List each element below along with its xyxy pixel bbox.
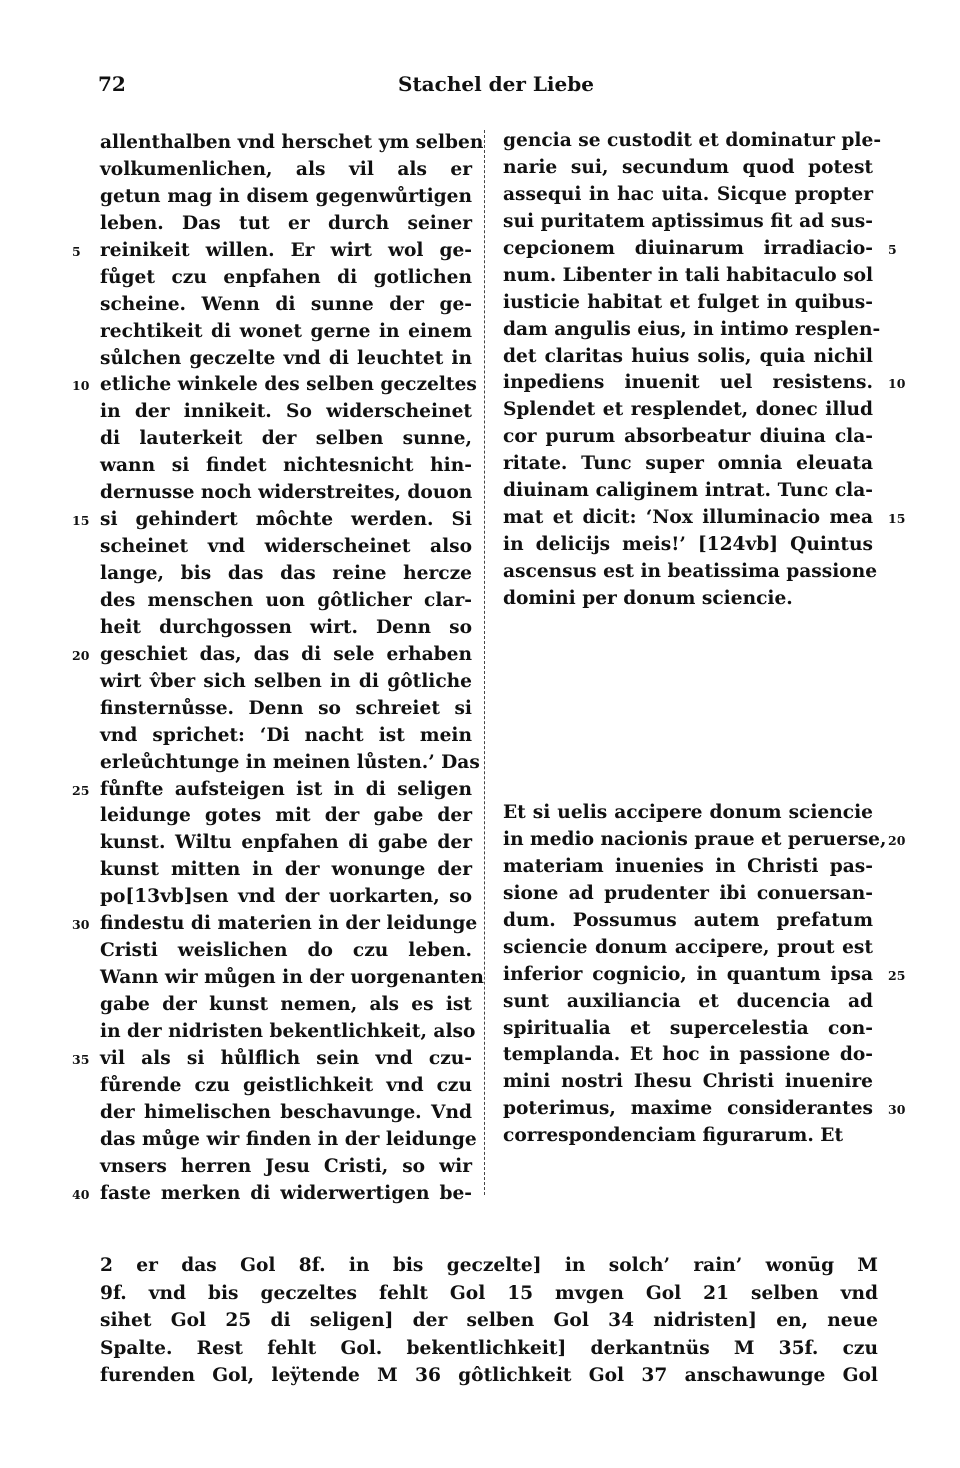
text-line: di lauterkeit der selben sunne, [100, 428, 472, 450]
text-line: der himelischen beschavunge. Vnd [100, 1101, 472, 1123]
line-number: 5 [888, 241, 897, 257]
text-line: ascensus est in beatissima passione [503, 561, 878, 582]
apparatus-line: sihet Gol 25 di seligen] der selben Gol 34 nidristen] en, neue [100, 1310, 878, 1331]
text-line: kunst. Wiltu enpfahen di gabe der [100, 832, 472, 854]
text-line: num. Libenter in tali habitaculo sol [503, 264, 874, 286]
text-line: geschiet das, das di sele erhaben 20 [100, 642, 472, 669]
text-line: gencia se custodit et dominatur ple- [503, 130, 882, 151]
text-line: wann si findet nichtesnicht hin- [100, 455, 472, 477]
text-line: Et si uelis accipere donum sciencie [503, 802, 873, 823]
text-line: lange, bis das das reine hercze [100, 563, 472, 584]
text-line: dum. Possumus autem prefatum [503, 909, 873, 931]
text-line: leben. Das tut er durch seiner [100, 212, 472, 234]
text-line: cor purum absorbeatur diuina cla- [503, 426, 873, 448]
text-line: narie sui, secundum quod potest [503, 156, 873, 178]
line-number: 20 [72, 647, 90, 663]
text-line: in medio nacionis praue et peruerse, 20 [503, 827, 873, 854]
line-number: 5 [72, 243, 81, 259]
text-line: in delicijs meis!’ [124vb] Quintus [503, 534, 873, 556]
text-line: spiritualia et supercelestia con- [503, 1017, 873, 1039]
text-line: correspondenciam figurarum. Et [503, 1125, 844, 1147]
text-line: reinikeit willen. Er wirt wol ge- 5 [100, 238, 472, 265]
text-line: findestu di materien in der leidunge 30 [100, 911, 472, 938]
apparatus-line: Spalte. Rest fehlt Gol. bekentlichkeit] derkantnüs M 35f. czu [100, 1337, 878, 1359]
line-number: 10 [72, 378, 90, 394]
text-line: getun mag in disem gegenwůrtigen [100, 185, 472, 207]
text-line: allenthalben vnd herschet ym selben [100, 132, 484, 153]
text-line: domini per donum sciencie. [503, 587, 793, 609]
line-number: 15 [888, 511, 906, 527]
apparatus-line: 2 er das Gol 8f. in bis geczelte] in solch’ rain’ wonūg M [100, 1255, 878, 1276]
text-line: po[13vb]sen vnd der uorkarten, so [100, 886, 472, 908]
text-line: Splendet et resplendet, donec illud [503, 399, 873, 421]
text-line: das můge wir finden in der leidunge [100, 1128, 477, 1150]
text-line: gabe der kunst nemen, als es ist [100, 994, 472, 1015]
text-line: kunst mitten in der wonunge der [100, 859, 472, 881]
text-line: fůget czu enpfahen di gotlichen [100, 266, 472, 288]
text-line: inpediens inuenit uel resistens. 10 [503, 370, 873, 397]
page-number: 72 [98, 72, 126, 96]
text-line: mat et dicit: ‘Nox illuminacio mea 15 [503, 505, 873, 532]
line-number: 15 [72, 513, 90, 529]
text-line: iusticie habitat et fulget in quibus- [503, 291, 873, 313]
text-line: cepcionem diuinarum irradiacio- 5 [503, 236, 873, 263]
text-line: ritate. Tunc super omnia eleuata [503, 453, 873, 475]
text-line: si gehindert môchte werden. Si 15 [100, 507, 472, 534]
text-line: scheinet vnd widerscheinet also [100, 536, 472, 558]
text-line: wirt v̂ber sich selben in di gôtliche [100, 670, 472, 692]
text-line: assequi in hac uita. Sicque propter [503, 183, 873, 205]
latin-text-column-top [503, 128, 906, 613]
text-line: poterimus, maxime considerantes 30 [503, 1096, 873, 1123]
text-line: heit durchgossen wirt. Denn so [100, 616, 472, 638]
text-line: Cristi weislichen do czu leben. [100, 940, 472, 962]
text-line: sůlchen geczelte vnd di leuchtet in [100, 347, 472, 369]
text-line: fůrende czu geistlichkeit vnd czu [100, 1074, 472, 1096]
apparatus-line: furenden Gol, leÿtende M 36 gôtlichkeit Gol 37 anschawunge Gol [100, 1365, 878, 1386]
text-line: dam angulis eius, in intimo resplen- [503, 318, 881, 340]
line-number: 40 [72, 1186, 90, 1202]
text-line: mini nostri Ihesu Christi inuenire [503, 1071, 873, 1093]
text-line: in der innikeit. So widerscheinet [100, 401, 472, 423]
text-line: volkumenlichen, als vil als er [100, 158, 472, 180]
text-line: faste merken di widerwertigen be- 40 [100, 1181, 472, 1208]
text-line: leidunge gotes mit der gabe der [100, 805, 472, 827]
text-line: finsternůsse. Denn so schreiet si [100, 697, 472, 719]
line-number: 25 [72, 782, 90, 798]
text-line: sunt auxiliancia et ducencia ad [503, 990, 873, 1012]
text-line: etliche winkele des selben geczeltes 10 [100, 372, 472, 399]
text-line: dernusse noch widerstreites, douon [100, 482, 473, 504]
line-number: 30 [888, 1102, 906, 1118]
column-divider [484, 130, 485, 1195]
text-line: materiam inuenies in Christi pas- [503, 855, 873, 877]
apparatus-line: 9f. vnd bis geczeltes fehlt Gol 15 mvgen Gol 21 selben vnd [100, 1282, 878, 1304]
text-line: sui puritatem aptissimus fit ad sus- [503, 210, 873, 232]
running-title: Stachel der Liebe [398, 72, 594, 96]
text-line: scheine. Wenn di sunne der ge- [100, 293, 472, 315]
text-line: vil als si hůlflich sein vnd czu- 35 [100, 1046, 472, 1073]
text-line: erleůchtunge in meinen lůsten.’ Das [100, 751, 480, 773]
line-number: 30 [72, 917, 90, 933]
line-number: 25 [888, 967, 906, 983]
text-line: in der nidristen bekentlichkeit, also [100, 1020, 476, 1042]
text-line: sione ad prudenter ibi conuersan- [503, 882, 873, 904]
text-line: det claritas huius solis, quia nichil [503, 345, 873, 367]
text-line: vnsers herren Jesu Cristi, so wir [100, 1155, 472, 1177]
line-number: 20 [888, 832, 906, 848]
text-line: sciencie donum accipere, prout est [503, 936, 873, 958]
text-line: templanda. Et hoc in passione do- [503, 1044, 873, 1066]
text-line: inferior cognicio, in quantum ipsa 25 [503, 962, 873, 989]
latin-text-column-bottom [503, 800, 906, 1150]
text-line: vnd sprichet: ‘Di nacht ist mein [100, 724, 472, 746]
german-text-column [72, 130, 484, 1208]
critical-apparatus [100, 1252, 878, 1390]
text-line: Wann wir můgen in der uorgenanten [100, 967, 484, 989]
text-line: des menschen uon gôtlicher clar- [100, 589, 472, 611]
line-number: 35 [72, 1051, 90, 1067]
text-line: rechtikeit di wonet gerne in einem [100, 320, 472, 342]
text-line: diuinam caliginem intrat. Tunc cla- [503, 480, 873, 502]
line-number: 10 [888, 376, 906, 392]
text-line: fůnfte aufsteigen ist in di seligen 25 [100, 777, 472, 804]
